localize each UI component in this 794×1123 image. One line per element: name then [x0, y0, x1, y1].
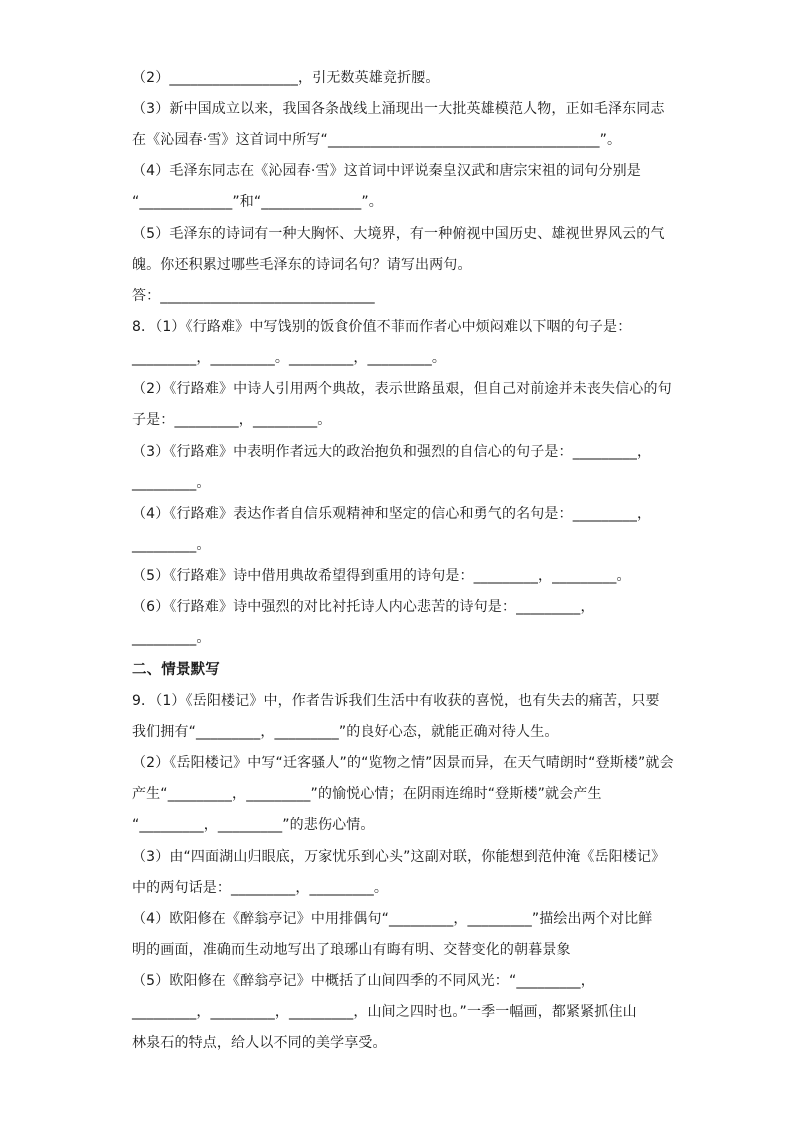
- question-9-1-line-1: 9．（1）《岳阳楼记》中，作者告诉我们生活中有收获的喜悦，也有失去的痛苦，只要: [132, 693, 660, 709]
- question-8-3-line-2: _________。: [132, 475, 211, 491]
- question-9-2-line-1: （2）《岳阳楼记》中写“迁客骚人”的“览物之情”因景而异，在天气晴朗时“登斯楼”就会: [132, 755, 674, 771]
- question-7-4-line-2: “_____________”和“______________”。: [132, 194, 383, 210]
- question-9-2-line-2: 产生“_________，_________”的愉悦心情；在阴雨连绵时“登斯楼”就会产生: [132, 786, 602, 802]
- question-9-3-line-1: （3）由“四面湖山归眼底，万家忧乐到心头”这副对联，你能想到范仲淹《岳阳楼记》: [132, 849, 666, 865]
- question-9-4-line-1: （4）欧阳修在《醉翁亭记》中用排偶句“_________，_________”描绘出两个对比鲜: [132, 911, 653, 927]
- question-9-5-line-1: （5）欧阳修在《醉翁亭记》中概括了山间四季的不同风光：“_________，: [132, 973, 595, 989]
- question-7-4-line-1: （4）毛泽东同志在《沁园春·雪》这首词中评说秦皇汉武和唐宗宋祖的词句分别是: [132, 163, 641, 179]
- question-9-5-line-2: _________，_________，_________，山间之四时也。”一季一幅画，都紧紧抓住山: [132, 1004, 637, 1020]
- question-8-4-line-1: （4）《行路难》表达作者自信乐观精神和坚定的信心和勇气的名句是：_________，: [132, 506, 652, 522]
- question-7-5-line-1: （5）毛泽东的诗词有一种大胸怀、大境界，有一种俯视中国历史、雄视世界风云的气: [132, 226, 665, 242]
- question-8-5: （5）《行路难》诗中借用典故希望得到重用的诗句是：_________，_________。: [132, 568, 631, 584]
- question-7-5-line-2: 魄。你还积累过哪些毛泽东的诗词名句？请写出两句。: [132, 257, 472, 273]
- question-8-1-line-2: _________，_________。_________，_________。: [132, 350, 446, 366]
- question-8-1-line-1: 8．（1）《行路难》中写饯别的饭食价值不菲而作者心中烦闷难以下咽的句子是：: [132, 319, 632, 335]
- question-8-2-line-2: 子是：_________，_________。: [132, 412, 332, 428]
- question-7-3-line-2: 在《沁园春·雪》这首词中所写“______________________________________”。: [132, 132, 622, 148]
- question-9-3-line-2: 中的两句话是：_________，_________。: [132, 880, 389, 896]
- question-9-4-line-2: 明的画面，准确而生动地写出了琅琊山有晦有明、交替变化的朝暮景象: [132, 942, 571, 958]
- question-8-4-line-2: _________。: [132, 537, 211, 553]
- question-8-3-line-1: （3）《行路难》中表明作者远大的政治抱负和强烈的自信心的句子是：_________，: [132, 444, 652, 460]
- question-7-2: （2）__________________，引无数英雄竞折腰。: [132, 70, 440, 86]
- question-9-2-line-3: “_________，_________”的悲伤心情。: [132, 817, 375, 833]
- question-9-5-line-3: 林泉石的特点，给人以不同的美学享受。: [132, 1035, 387, 1051]
- question-8-6-line-2: _________。: [132, 630, 211, 646]
- question-8-6-line-1: （6）《行路难》诗中强烈的对比衬托诗人内心悲苦的诗句是：_________，: [132, 599, 595, 615]
- section-heading: 二、情景默写: [132, 662, 220, 678]
- answer-line: 答：______________________________: [132, 288, 375, 304]
- question-8-2-line-1: （2）《行路难》中诗人引用两个典故，表示世路虽艰，但自己对前途并未丧失信心的句: [132, 381, 672, 397]
- question-7-3-line-1: （3）新中国成立以来，我国各条战线上涌现出一大批英雄模范人物，正如毛泽东同志: [132, 101, 665, 117]
- question-9-1-line-2: 我们拥有“_________，_________”的良好心态，就能正确对待人生。: [132, 724, 559, 740]
